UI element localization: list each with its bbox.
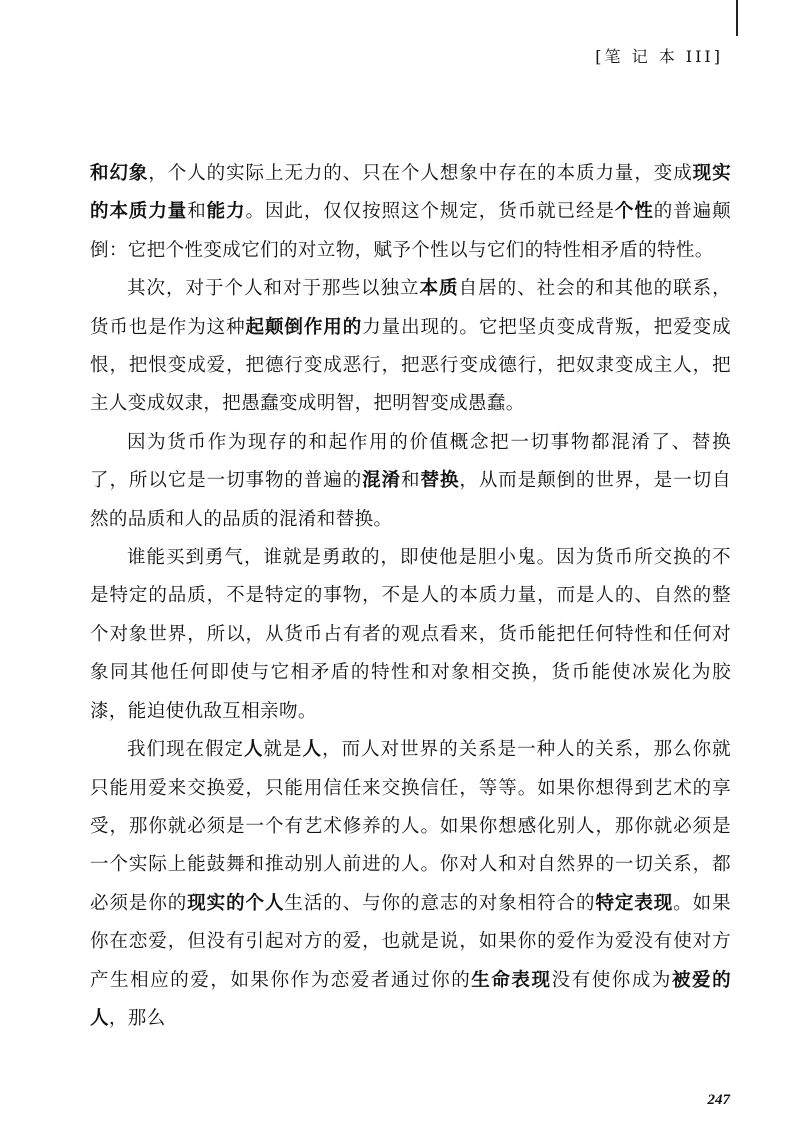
text-segment: 就是	[263, 739, 303, 761]
text-segment: 力量出现的。它把坚贞变成背叛，把爱变成恨，把恨变成爱，把德行变成恶行，把恶行变成德行，把奴隶变成主人，把主人变成奴隶，把愚蠢变成明智，把明智变成愚蠢。	[90, 316, 732, 415]
bold-text-segment: 被爱的人	[90, 969, 732, 1029]
bold-text-segment: 和幻象	[90, 163, 149, 184]
text-segment: 没有使你成为	[551, 969, 672, 991]
running-header: [笔 记 本 III]	[595, 47, 723, 66]
text-segment: 和	[187, 201, 207, 223]
bold-text-segment: 替换	[420, 470, 460, 492]
paragraph	[90, 424, 731, 539]
page-number: 247	[707, 1092, 730, 1108]
paragraph	[90, 155, 731, 270]
bold-text-segment: 现实的个人	[187, 892, 285, 914]
text-segment: 。如果你在恋爱，但没有引起对方的爱，也就是说，如果你的爱作为爱没有使对方产生相应的爱，如果你作为恋爱者通过你的	[90, 892, 731, 991]
paragraph	[90, 270, 731, 424]
bold-text-segment: 人	[244, 739, 264, 761]
text-segment: ，个人的实际上无力的、只在个人想象中存在的本质力量，变成	[148, 163, 693, 184]
bold-text-segment: 混淆	[362, 470, 402, 492]
body-text	[90, 155, 731, 1038]
bold-text-segment: 个性	[614, 201, 654, 223]
bold-text-segment: 本质	[419, 278, 459, 300]
bold-text-segment: 人	[302, 739, 323, 761]
text-segment: ，从而是颠倒的世界，是一切自然的品质和人的品质的混淆和替换。	[90, 470, 731, 530]
paragraph	[90, 539, 731, 731]
bold-text-segment: 特定表现	[595, 892, 674, 914]
paragraph	[90, 731, 731, 1038]
bold-text-segment: 能力	[206, 201, 246, 223]
text-segment: 生活的、与你的意志的对象相符合的	[284, 892, 596, 914]
text-segment: 谁能买到勇气，谁就是勇敢的，即使他是胆小鬼。因为货币所交换的不是特定的品质，不是特定的事物，不是人的本质力量，而是人的、自然的整个对象世界，所以，从货币占有者的观点看来，货币能把任何特性和任何对象同其他任何即使与它相矛盾的特性和对象相交换，货币能使冰炭化为胶漆，能迫使仇敌互相亲吻。	[90, 547, 731, 722]
text-segment: 的普遍颠倒：它把个性变成它们的对立物，赋予个性以与它们的特性相矛盾的特性。	[90, 201, 731, 261]
text-segment: 其次，对于个人和对于那些以独立	[127, 278, 420, 300]
text-segment: 。因此，仅仅按照这个规定，货币就已经是	[245, 201, 615, 223]
text-segment: ，那么	[108, 1007, 166, 1029]
text-segment: ，而人对世界的关系是一种人的关系，那么你就只能用爱来交换爱，只能用信任来交换信任，等等。如果你想得到艺术的享受，那你就必须是一个有艺术修养的人。如果你想感化别人，那你就必须是一个实际上能鼓舞和推动别人前进的人。你对人和对自然界的一切关系，都必须是你的	[90, 739, 732, 914]
bold-text-segment: 现实的本质力量	[90, 163, 731, 223]
text-segment: 因为货币作为现存的和起作用的价值概念把一切事物都混淆了、替换了，所以它是一切事物的普遍的	[90, 431, 731, 492]
bold-text-segment: 起颠倒作用的	[245, 316, 363, 338]
text-segment: 我们现在假定	[127, 739, 245, 761]
bold-text-segment: 生命表现	[471, 969, 552, 991]
page-edge-rule	[736, 0, 738, 36]
text-segment: 自居的、社会的和其他的联系，货币也是作为这种	[90, 278, 731, 338]
text-segment: 和	[401, 470, 421, 492]
